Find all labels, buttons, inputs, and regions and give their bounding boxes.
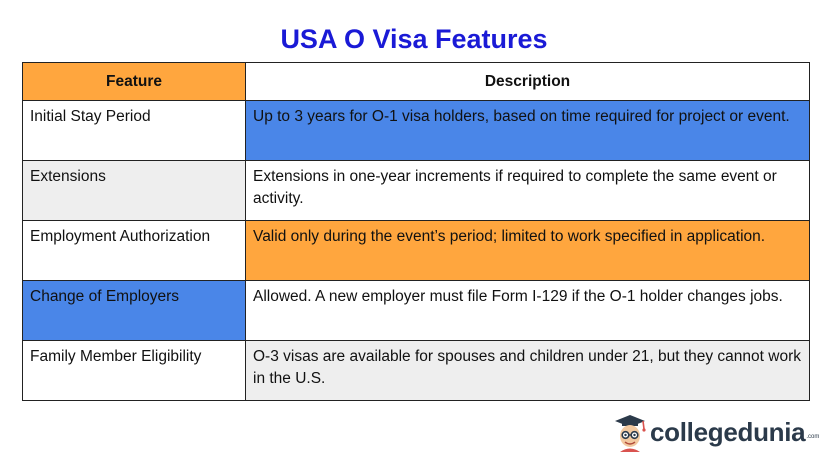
description-cell: O-3 visas are available for spouses and children under 21, but they cannot work in the U.S. — [246, 341, 810, 401]
feature-cell: Extensions — [23, 161, 246, 221]
features-table — [22, 62, 810, 401]
table-row — [23, 281, 810, 341]
table-header-row — [23, 63, 810, 101]
collegedunia-logo — [612, 412, 819, 452]
table-row — [23, 161, 810, 221]
page-title: USA O Visa Features — [280, 24, 548, 54]
feature-cell: Change of Employers — [23, 281, 246, 341]
table-row — [23, 101, 810, 161]
header-description: Description — [246, 63, 810, 101]
description-cell: Up to 3 years for O-1 visa holders, based on time required for project or event. — [246, 101, 810, 161]
logo-text: collegedunia — [650, 416, 806, 447]
logo-suffix: .com — [806, 434, 820, 440]
feature-cell: Employment Authorization — [23, 221, 246, 281]
description-cell: Allowed. A new employer must file Form I-129 if the O-1 holder changes jobs. — [246, 281, 810, 341]
description-cell: Extensions in one-year increments if required to complete the same event or activity. — [246, 161, 810, 221]
feature-cell: Initial Stay Period — [23, 101, 246, 161]
feature-cell: Family Member Eligibility — [23, 341, 246, 401]
description-cell: Valid only during the event’s period; limited to work specified in application. — [246, 221, 810, 281]
table-row — [23, 341, 810, 401]
table-row — [23, 221, 810, 281]
header-feature: Feature — [23, 63, 246, 101]
graduate-mascot-icon — [612, 412, 648, 452]
